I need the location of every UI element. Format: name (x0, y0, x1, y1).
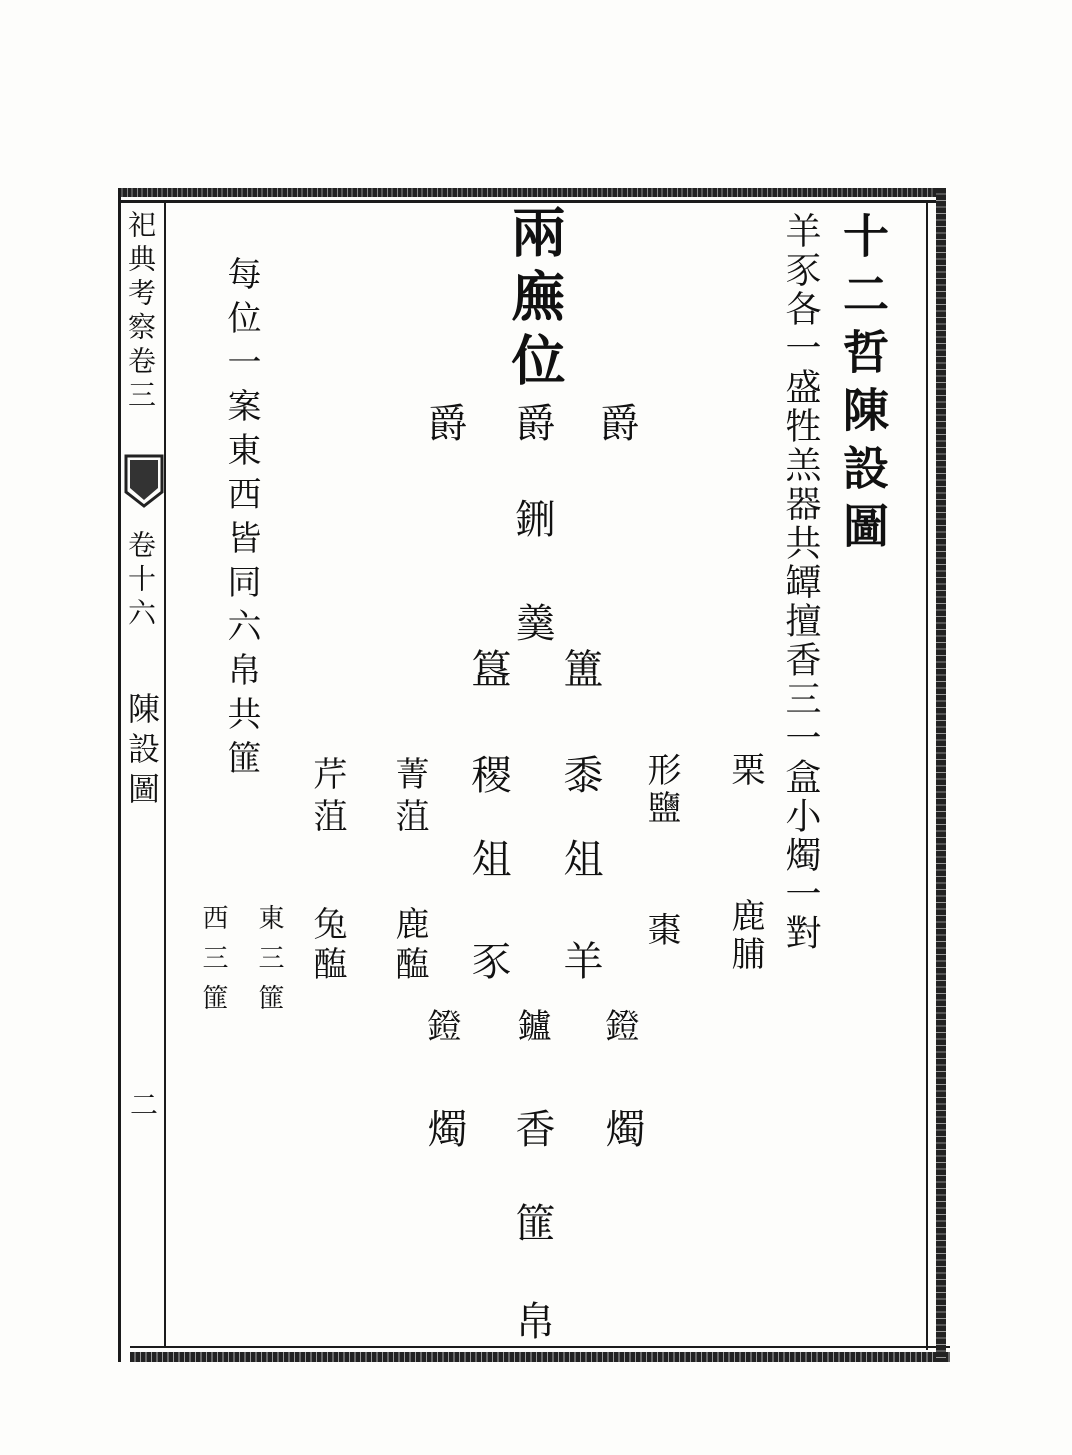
frame-right-inner-line (926, 200, 928, 1350)
frame-bottom-border (130, 1352, 950, 1362)
soup-geng: 羹 (509, 602, 555, 652)
silk-bo: 帛 (509, 1300, 555, 1350)
margin-section: 陳設圖 (123, 692, 161, 812)
candle-left: 燭 (421, 1108, 467, 1158)
basket-fei: 篚 (509, 1202, 555, 1252)
note-west-baskets: 西三篚 (198, 904, 228, 1024)
fish-tail-ornament (124, 452, 164, 510)
offering-shu-zu: 黍俎 (557, 754, 603, 922)
section-heading-liang-wu: 兩廡位 (503, 204, 567, 396)
candle-right: 燭 (599, 1108, 645, 1158)
frame-left-inner-line (164, 200, 166, 1348)
lamp-deng-left: 鐙 (421, 1008, 461, 1042)
offering-shi: 豕 (465, 940, 511, 990)
offering-xing-yan: 形鹽 (641, 752, 681, 828)
incense-burner-lu: 鑪 (511, 1008, 551, 1042)
margin-book-title: 祀典考察卷三 (124, 210, 157, 414)
margin-page-number: 二 (126, 1090, 159, 1124)
margin-chapter: 卷十六 (124, 530, 157, 632)
offering-jing-zu: 菁菹 (389, 756, 429, 840)
incense-xiang: 香 (509, 1108, 555, 1158)
frame-left-border (118, 188, 121, 1362)
cup-jue-right: 爵 (593, 402, 639, 452)
offering-lu-pu: 鹿脯 (725, 898, 765, 974)
cup-jue-left: 爵 (421, 402, 467, 452)
cup-jue-center: 爵 (509, 402, 555, 452)
offerings-header: 羊豕各一盛牲羔器共罈擅香三一盒小燭一對 (780, 212, 821, 953)
offering-yang: 羊 (557, 940, 603, 990)
offering-lu-hai: 鹿醢 (389, 906, 429, 986)
offering-li: 栗 (725, 752, 765, 786)
vessel-fu: 簠 (557, 648, 603, 698)
note-east-baskets: 東三篚 (254, 904, 284, 1024)
offering-zao: 棗 (641, 912, 681, 946)
offering-qin-zu: 芹菹 (307, 756, 347, 840)
page-title: 十二哲陳設圖 (836, 212, 890, 560)
vessel-gui: 簋 (465, 648, 511, 698)
note-each-position: 每位一案東西皆同六帛共篚 (221, 256, 261, 784)
frame-right-border (936, 188, 946, 1362)
vessel-xing: 鉶 (509, 498, 555, 548)
offering-ji-zu: 稷俎 (465, 754, 511, 922)
frame-top-border (118, 188, 944, 197)
offering-tu-hai: 兔醢 (307, 906, 347, 986)
lamp-deng-right: 鐙 (599, 1008, 639, 1042)
frame-top-inner-line (118, 200, 944, 203)
